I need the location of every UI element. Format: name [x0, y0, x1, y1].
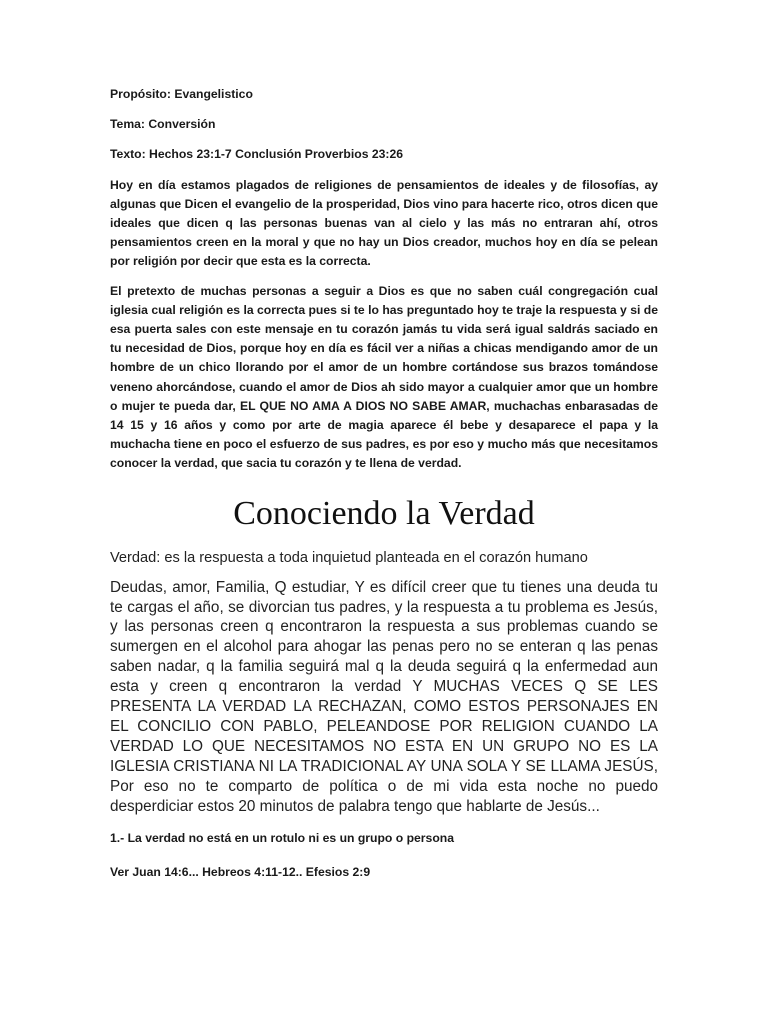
document-content	[110, 85, 658, 897]
pretext-paragraph: El pretexto de muchas personas a seguir a Dios es que no saben cuál congregación cual iglesia cual religión es la correcta pues si te lo has preguntado hoy te traje la respuesta y si de esa puerta sales con este mensaje en tu corazón jamás tu vida será igual saldrás saciado en tu necesidad de Dios, porque hoy en día es fácil ver a niñas a chicas mendigando amor de un hombre de un chico llorando por el amor de un hombre cortándose sus brazos tomándose veneno ahorcándose, cuando el amor de Dios ah sido mayor a cualquier amor que un hombre o mujer te pueda dar, EL QUE NO AMA A DIOS NO SABE AMAR, muchachas enbarasadas de 14 15 y 16 años y como por arte de magia aparece él bebe y desaparece el papa y la muchacha tiene en poco el esfuerzo de sus padres, es por eso y mucho más que necesitamos conocer la verdad, que sacia tu corazón y te llena de verdad.	[110, 283, 658, 471]
truth-definition: Verdad: es la respuesta a toda inquietud planteada en el corazón humano	[110, 549, 588, 566]
point-one: 1.- La verdad no está en un rotulo ni es un grupo o persona	[110, 830, 454, 845]
references-line: Ver Juan 14:6... Hebreos 4:11-12.. Efesios 2:9	[110, 864, 371, 879]
scripture-line: Texto: Hechos 23:1-7 Conclusión Proverbios 23:26	[110, 147, 404, 162]
truth-paragraph: Deudas, amor, Familia, Q estudiar, Y es difícil creer que tu tienes una deuda tu te cargas el año, se divorcian tus padres, y la respuesta a tu problema es Jesús, y las personas creen q encontraron la respuesta a sus problemas cuando se sumergen en el alcohol para ahogar las penas pero no se enteran q las penas saben nadar, q la familia seguirá mal q la deuda seguirá q la enfermedad aun esta y creen q encontraron la verdad Y MUCHAS VECES Q SE LES PRESENTA LA VERDAD LA RECHAZAN, COMO ESTOS PERSONAJES EN EL CONCILIO CON PABLO, PELEANDOSE POR RELIGION CUANDO LA VERDAD LO QUE NECESITAMOS NO ESTA EN UN GRUPO NO ES LA IGLESIA CRISTIANA NI LA TRADICIONAL AY UNA SOLA Y SE LLAMA JESÚS, Por eso no te comparto de política o de mi vida esta noche no puedo desperdiciar estos 20 minutos de palabra tengo que hablarte de Jesús...	[110, 578, 658, 815]
theme-line: Tema: Conversión	[110, 117, 216, 132]
intro-paragraph: Hoy en día estamos plagados de religiones de pensamientos de ideales y de filosofías, ay algunas que Dicen el evangelio de la prosperidad, Dios vino para hacerte rico, otros dicen que ideales que dicen q las personas buenas van al cielo y las más no entraran ahí, otros pensamientos creen en la moral y que no hay un Dios creador, muchos hoy en día se pelean por religión por decir que esta es la correcta.	[110, 177, 658, 269]
section-heading: Conociendo la Verdad	[233, 494, 535, 532]
purpose-line: Propósito: Evangelistico	[110, 87, 253, 101]
